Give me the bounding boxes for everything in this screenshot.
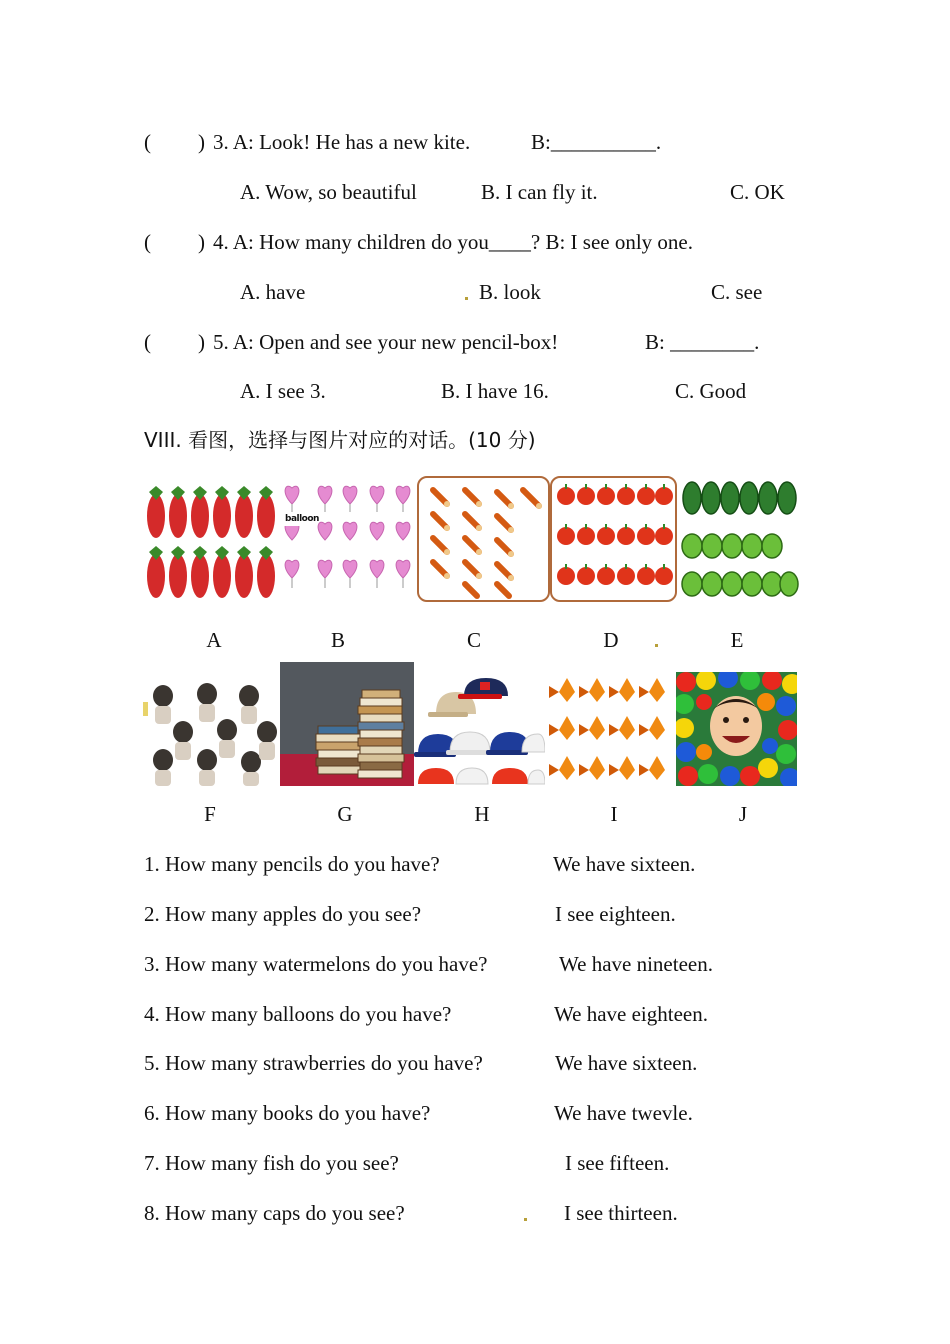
stray-dot [655, 644, 658, 647]
picture-label-f: F [204, 802, 216, 826]
picture-a-strawberries [145, 478, 280, 604]
option-b: B. I can fly it. [481, 180, 598, 204]
answer-paren-close: ) [198, 330, 205, 354]
picture-label-c: C [466, 628, 481, 652]
answer-paren-close: ) [198, 230, 205, 254]
dialog-answer: I see eighteen. [555, 902, 676, 926]
picture-f-dogs [143, 672, 280, 786]
option-c: C. Good [675, 379, 747, 403]
option-c: C. OK [730, 180, 785, 204]
option-b: B. I have 16. [441, 379, 549, 403]
picture-b-balloons [280, 478, 415, 604]
answer-paren-open: ( [144, 230, 151, 254]
dialog-question: 3. How many watermelons do you have? [144, 952, 488, 976]
dialog-question: 5. How many strawberries do you have? [144, 1051, 483, 1075]
answer-paren-open: ( [144, 330, 151, 354]
picture-label-d: D [603, 628, 619, 652]
picture-d-apples [550, 476, 677, 602]
picture-label-b: B [330, 628, 345, 652]
balloon-caption: balloon [285, 514, 319, 524]
question-text: 3. A: Look! He has a new kite. [213, 130, 471, 154]
stray-dot [465, 297, 468, 300]
dialog-question: 1. How many pencils do you have? [144, 852, 440, 876]
dialog-answer: We have eighteen. [554, 1002, 708, 1026]
question-text: 4. A: How many children do you____? B: I see only one. [213, 230, 694, 254]
answer-paren-open: ( [144, 130, 151, 154]
dialog-question: 2. How many apples do you see? [144, 902, 422, 926]
option-a: A. have [240, 280, 306, 304]
picture-g-books [280, 662, 414, 786]
dialog-answer: We have nineteen. [559, 952, 713, 976]
dialog-answer: We have twevle. [554, 1101, 693, 1125]
picture-label-h: H [474, 802, 490, 826]
answer-paren-close: ) [198, 130, 205, 154]
dialog-answer: I see fifteen. [565, 1151, 670, 1175]
picture-label-e: E [730, 628, 744, 652]
picture-e-watermelons [679, 476, 799, 604]
dialog-question: 6. How many books do you have? [144, 1101, 431, 1125]
dialog-answer: I see thirteen. [564, 1201, 678, 1225]
option-a: A. Wow, so beautiful [240, 180, 417, 204]
picture-label-i: I [610, 802, 618, 826]
dialog-question: 4. How many balloons do you have? [144, 1002, 452, 1026]
picture-label-j: J [738, 802, 748, 826]
picture-label-g: G [337, 802, 353, 826]
picture-j-ball-pit [676, 672, 797, 786]
dialog-question: 7. How many fish do you see? [144, 1151, 399, 1175]
answer-blank: B:__________. [531, 130, 662, 154]
dialog-answer: We have sixteen. [555, 1051, 698, 1075]
picture-i-fish [545, 672, 676, 786]
picture-c-pencils [417, 476, 550, 602]
section-title: VIII. 看图，选择与图片对应的对话。(10 分) [144, 428, 536, 452]
answer-blank: B: ________. [645, 330, 760, 354]
stray-dot [524, 1218, 527, 1221]
option-a: A. I see 3. [240, 379, 326, 403]
dialog-question: 8. How many caps do you see? [144, 1201, 405, 1225]
picture-label-a: A [206, 628, 222, 652]
dialog-answer: We have sixteen. [553, 852, 696, 876]
question-text: 5. A: Open and see your new pencil-box! [213, 330, 559, 354]
option-b: B. look [479, 280, 541, 304]
picture-h-caps [414, 672, 545, 786]
option-c: C. see [711, 280, 763, 304]
